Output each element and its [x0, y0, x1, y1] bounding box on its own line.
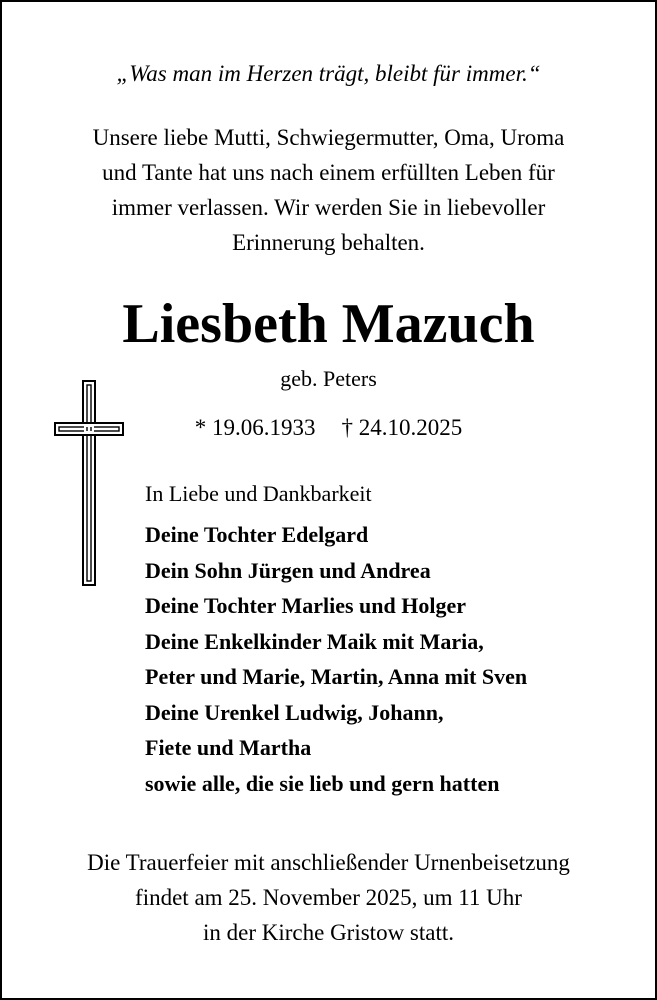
family-line: Deine Enkelkinder Maik mit Maria, [145, 628, 484, 654]
intro-text [2, 120, 655, 260]
funeral-line: findet am 25. November 2025, um 11 Uhr [135, 885, 522, 910]
deceased-name: Liesbeth Mazuch [122, 293, 535, 355]
intro-line: und Tante hat uns nach einem erfüllten Leben für [102, 160, 555, 185]
intro-line: Erinnerung behalten. [232, 230, 425, 255]
family-line: Deine Tochter Marlies und Holger [145, 593, 467, 618]
death-date: † 24.10.2025 [341, 415, 463, 440]
funeral-line: Die Trauerfeier mit anschließender Urnenbeisetzung [87, 850, 570, 875]
family-line: Fiete und Martha [145, 735, 312, 760]
family-line: Deine Urenkel Ludwig, Johann, [145, 699, 444, 725]
gratitude-line: In Liebe und Dankbarkeit [145, 481, 372, 506]
motto-quote: „Was man im Herzen trägt, bleibt für immer.“ [116, 61, 541, 86]
family-line: Dein Sohn Jürgen und Andrea [145, 557, 431, 583]
family-line: Peter und Marie, Martin, Anna mit Sven [145, 664, 528, 689]
family-list [145, 517, 527, 801]
intro-line: Unsere liebe Mutti, Schwiegermutter, Oma, Uroma [92, 125, 565, 150]
funeral-notice [2, 845, 655, 950]
intro-line: immer verlassen. Wir werden Sie in liebevoller [111, 195, 546, 220]
maiden-name: geb. Peters [280, 366, 377, 391]
funeral-line: in der Kirche Gristow statt. [202, 920, 455, 945]
family-line: Deine Tochter Edelgard [145, 522, 369, 547]
latin-cross-icon [54, 380, 126, 586]
family-line: sowie alle, die sie lieb und gern hatten [145, 770, 500, 796]
birth-date: * 19.06.1933 [194, 415, 316, 440]
